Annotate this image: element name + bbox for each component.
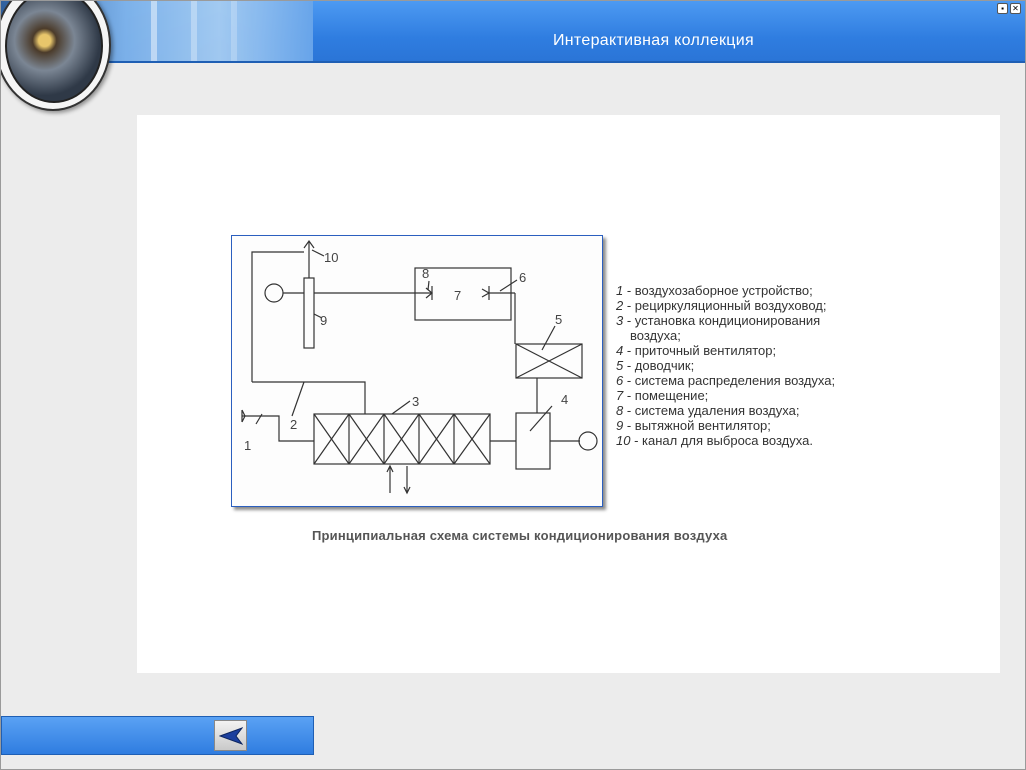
legend-text: - приточный вентилятор; <box>623 343 777 358</box>
minimize-icon[interactable]: ▪ <box>997 3 1008 14</box>
figure-caption: Принципиальная схема системы кондиционирования воздуха <box>312 528 728 543</box>
legend-number: 4 <box>616 343 624 358</box>
label-4: 4 <box>561 392 569 407</box>
legend-text: - канал для выброса воздуха. <box>630 433 813 448</box>
app-title: Интерактивная коллекция <box>553 32 754 49</box>
logo <box>0 0 111 111</box>
legend-item-8 <box>616 403 906 418</box>
logo-image <box>5 0 103 103</box>
legend-item-4 <box>616 343 906 358</box>
legend-item-10 <box>616 433 906 448</box>
legend-item-7 <box>616 388 906 403</box>
label-1: 1 <box>244 438 252 453</box>
back-button[interactable] <box>214 720 247 751</box>
legend-number: 6 <box>616 373 624 388</box>
legend-list <box>616 283 906 448</box>
legend-item-6 <box>616 373 906 388</box>
legend-text: - помещение; <box>623 388 709 403</box>
label-3: 3 <box>412 394 420 409</box>
window-controls <box>997 3 1021 14</box>
legend-item-2 <box>616 298 906 313</box>
legend-item-5 <box>616 358 906 373</box>
back-arrow-icon <box>219 727 243 745</box>
legend-number: 8 <box>616 403 624 418</box>
legend-text: - доводчик; <box>623 358 695 373</box>
legend-text: - установка кондиционирования <box>623 313 821 328</box>
legend-item-1 <box>616 283 906 298</box>
label-6: 6 <box>519 270 527 285</box>
legend-number: 1 <box>616 283 624 298</box>
label-10: 10 <box>324 250 339 265</box>
legend-text: - воздухозаборное устройство; <box>623 283 813 298</box>
legend-number: 10 <box>616 433 631 448</box>
label-9: 9 <box>320 313 328 328</box>
header-divider <box>1 61 1025 63</box>
header-bar <box>1 1 1025 63</box>
legend-number: 7 <box>616 388 624 403</box>
label-5: 5 <box>555 312 563 327</box>
label-7: 7 <box>454 288 462 303</box>
legend-text: - система удаления воздуха; <box>623 403 800 418</box>
legend-number: 5 <box>616 358 624 373</box>
legend-item-3 <box>616 313 906 328</box>
legend-text: воздуха; <box>630 328 681 343</box>
content-panel <box>137 115 1000 673</box>
legend-text: - рециркуляционный воздуховод; <box>623 298 827 313</box>
schematic-labels <box>232 236 602 506</box>
legend-number: 3 <box>616 313 624 328</box>
legend-text: - система распределения воздуха; <box>623 373 836 388</box>
label-8: 8 <box>422 266 430 281</box>
schematic-diagram <box>231 235 603 507</box>
legend-number: 9 <box>616 418 624 433</box>
legend-item-9 <box>616 418 906 433</box>
label-2: 2 <box>290 417 298 432</box>
legend-text: - вытяжной вентилятор; <box>623 418 771 433</box>
close-icon[interactable]: ✕ <box>1010 3 1021 14</box>
legend-number: 2 <box>616 298 624 313</box>
legend-item-3-continued <box>616 328 906 343</box>
footer-bar <box>1 716 314 755</box>
